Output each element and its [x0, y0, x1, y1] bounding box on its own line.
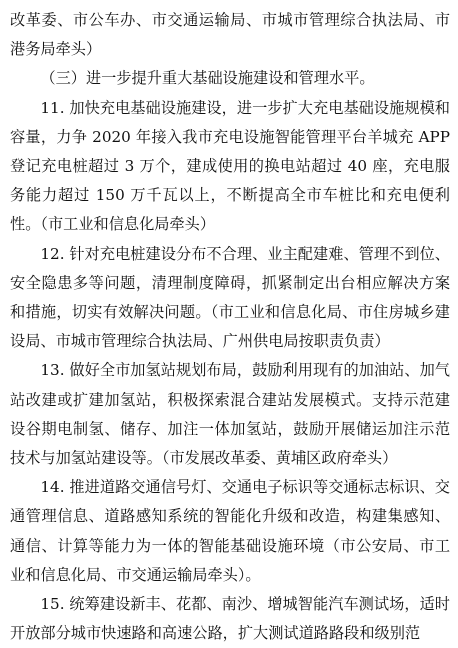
paragraph-14: 14. 推进道路交通信号灯、交通电子标识等交通标志标识、交通管理信息、道路感知系统的智能化升级和改造，构建集感知、通信、计算等能力为一体的智能基础设施环境（市公安局、市工业和信息化局、市交通运输局牵头）。 [10, 478, 450, 584]
paragraph-15: 15. 统筹建设新丰、花都、南沙、增城智能汽车测试场，适时开放部分城市快速路和高速公路，扩大测试道路路段和级别范 [10, 595, 450, 643]
section-heading: （三）进一步提升重大基础设施建设和管理水平。 [40, 69, 375, 88]
paragraph-12: 12. 针对充电桩建设分布不合理、业主配建难、管理不到位、安全隐患多等问题，清理制度障碍，抓紧制定出台相应解决方案和措施，切实有效解决问题。（市工业和信息化局、市住房城乡建设局、市城市管理综合执法局、广州供电局按职责负责） [10, 244, 450, 351]
paragraph-11: 11. 加快充电基础设施建设，进一步扩大充电基础设施规模和容量，力争 2020 年接入我市充电设施智能管理平台羊城充 APP 登记充电桩超过 3 万个，建成使用的换电站超过 40 座，充电服务能力超过 150 万千瓦以上，不断提高全市车桩比和充电便利性。（市工业和信息化局牵头） [10, 98, 450, 234]
continuation-text: 改革委、市公车办、市交通运输局、市城市管理综合执法局、市港务局牵头） [10, 11, 450, 59]
paragraph-13: 13. 做好全市加氢站规划布局，鼓励利用现有的加油站、加气站改建或扩建加氢站，积极探索混合建站发展模式。支持示范建设谷期电制氢、储存、加注一体加氢站，鼓励开展储运加注示范技术与加氢站建设等。（市发展改革委、黄埔区政府牵头） [10, 361, 450, 468]
